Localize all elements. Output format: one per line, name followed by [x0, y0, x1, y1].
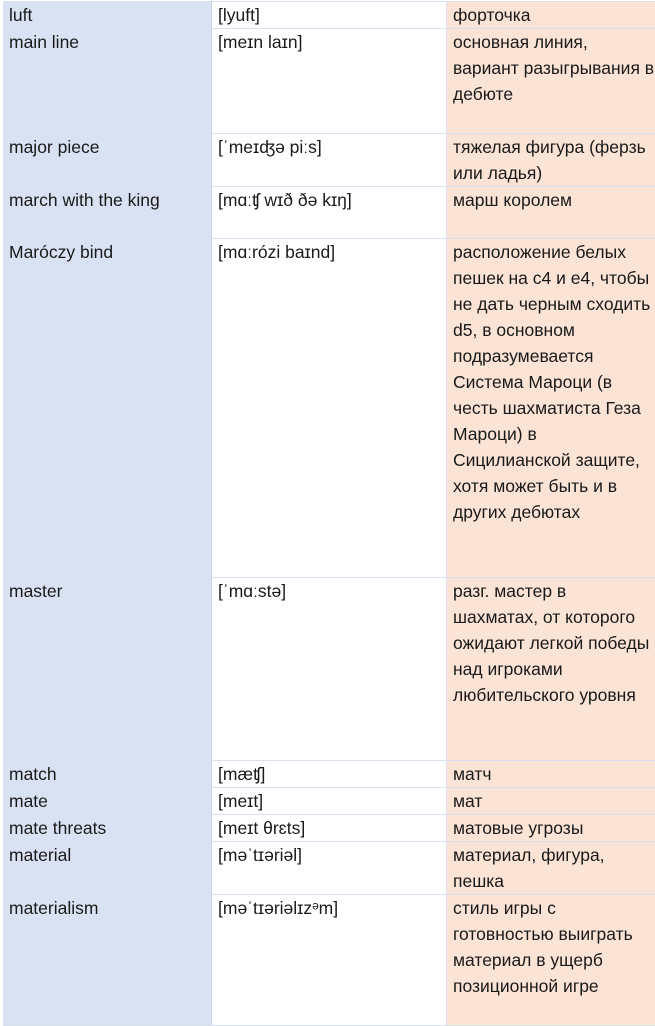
pronunciation-cell: [lyuft] — [212, 2, 447, 29]
pronunciation-cell: [mæʧ] — [212, 761, 447, 788]
pronunciation-cell: [məˈtɪəriəl] — [212, 842, 447, 895]
table-row — [3, 239, 655, 578]
translation-cell: расположение белых пешек на c4 и e4, чтобы не дать черным сходить d5, в основном подразумевается Система Мароци (в честь шахматиста Геза Мароци) в Сицилианской защите, хотя может быть и в других дебютах — [447, 239, 655, 578]
table-row — [3, 578, 655, 761]
table-row — [3, 187, 655, 239]
translation-cell: мат — [447, 788, 655, 815]
term-cell: luft — [3, 2, 212, 29]
pronunciation-cell: [meɪn laɪn] — [212, 29, 447, 134]
pronunciation-cell: [mɑːʧ wɪð ðə kɪŋ] — [212, 187, 447, 239]
translation-cell: форточка — [447, 2, 655, 29]
table-row — [3, 134, 655, 187]
term-cell: Maróczy bind — [3, 239, 212, 578]
pronunciation-cell: [ˈmɑːstə] — [212, 578, 447, 761]
term-cell: mate threats — [3, 815, 212, 842]
term-cell: match — [3, 761, 212, 788]
term-cell: material — [3, 842, 212, 895]
table-row — [3, 2, 655, 29]
term-cell: master — [3, 578, 212, 761]
translation-cell: стиль игры с готовностью выиграть материал в ущерб позиционной игре — [447, 895, 655, 1026]
pronunciation-cell: [mɑːrózi baɪnd] — [212, 239, 447, 578]
translation-cell: основная линия, вариант разыгрывания в дебюте — [447, 29, 655, 134]
pronunciation-cell: [məˈtɪəriəlɪzᵊm] — [212, 895, 447, 1026]
term-cell: major piece — [3, 134, 212, 187]
table-row — [3, 895, 655, 1026]
pronunciation-cell: [meɪt θrɛts] — [212, 815, 447, 842]
table-row — [3, 842, 655, 895]
table-row — [3, 761, 655, 788]
translation-cell: тяжелая фигура (ферзь или ладья) — [447, 134, 655, 187]
table-row — [3, 788, 655, 815]
term-cell: materialism — [3, 895, 212, 1026]
glossary-table — [3, 1, 655, 1026]
pronunciation-cell: [meɪt] — [212, 788, 447, 815]
translation-cell: материал, фигура, пешка — [447, 842, 655, 895]
term-cell: march with the king — [3, 187, 212, 239]
translation-cell: матовые угрозы — [447, 815, 655, 842]
term-cell: main line — [3, 29, 212, 134]
table-row — [3, 29, 655, 134]
table-row — [3, 815, 655, 842]
pronunciation-cell: [ˈmeɪʤə piːs] — [212, 134, 447, 187]
translation-cell: матч — [447, 761, 655, 788]
term-cell: mate — [3, 788, 212, 815]
translation-cell: марш королем — [447, 187, 655, 239]
translation-cell: разг. мастер в шахматах, от которого ожидают легкой победы над игроками любительского уровня — [447, 578, 655, 761]
